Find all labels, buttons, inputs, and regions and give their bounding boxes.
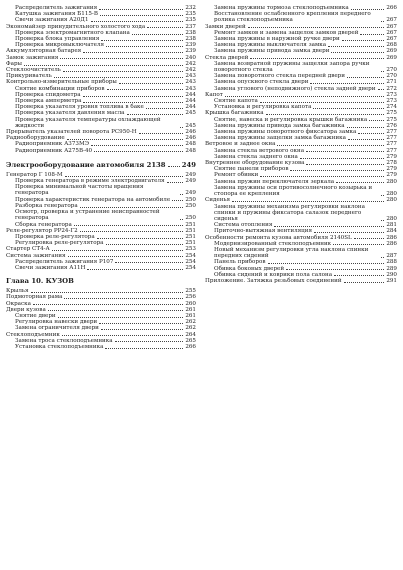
toc-entry-page: 254	[185, 258, 196, 265]
dot-leader	[115, 341, 184, 342]
dot-leader	[314, 232, 384, 233]
dot-leader	[381, 21, 384, 22]
toc-entry-title: Замки дверей	[205, 23, 246, 30]
dot-leader	[48, 310, 184, 311]
toc-entry-page: 244	[185, 91, 196, 98]
toc-entry-title: Реле-регулятор РР24-Г2	[6, 227, 78, 234]
toc-entry-page: 281	[386, 222, 397, 229]
toc-entry-title: Прикуриватель	[6, 73, 52, 80]
toc-entry-title: Окраска	[6, 300, 31, 307]
dot-leader	[52, 250, 184, 251]
toc-entry-page: 288	[386, 259, 397, 266]
toc-entry-page: 244	[185, 104, 196, 111]
toc-entry-title: Панель приборов	[214, 259, 266, 266]
dot-leader	[260, 102, 385, 103]
toc-entry-page: 256	[185, 294, 196, 301]
toc-entry-title: Разборка генератора	[15, 202, 78, 209]
toc-entry-page: 254	[185, 264, 196, 271]
dot-leader	[167, 182, 184, 183]
toc-entry-title: Регулировка навески двери	[15, 319, 98, 326]
dot-leader	[106, 244, 184, 245]
toc-entry-page: 251	[185, 227, 196, 234]
toc-entry-title: Замена пружины механизма регулировки наклона спинки и пружины фиксатора салазок переднего сиденья	[214, 203, 365, 222]
toc-entry-title: Радиоприемник А275В-40	[15, 147, 93, 154]
toc-entry-title: Приложение. Затяжка резьбовых соединений	[205, 277, 342, 284]
dot-leader	[260, 176, 384, 177]
toc-entry-page: 260	[185, 300, 196, 307]
toc-entry-title: Замена стекла ветрового окна	[214, 147, 305, 154]
toc-entry-title: Радиооборудование	[6, 135, 65, 142]
dot-leader	[358, 133, 384, 134]
dot-leader	[60, 58, 183, 59]
toc-entry-page: 276	[386, 122, 397, 129]
dot-leader	[83, 52, 183, 53]
dot-leader	[105, 348, 183, 349]
toc-entry-title: Ветровое и заднее окна	[205, 141, 276, 148]
toc-entry-title: Замена поворотного стекла передней двери	[214, 73, 345, 80]
toc-entry-title: Капот	[205, 91, 223, 98]
dot-leader	[97, 238, 184, 239]
dot-leader	[266, 114, 385, 115]
toc-entry-page: 277	[386, 129, 397, 136]
toc-entry	[205, 278, 397, 284]
dot-leader	[94, 151, 183, 152]
dot-leader	[250, 58, 384, 59]
dot-leader	[331, 52, 384, 53]
toc-entry-title: Снятие капота	[214, 98, 258, 105]
dot-leader	[127, 114, 184, 115]
toc-entry-page: 262	[185, 319, 196, 326]
toc-entry-page: 237	[185, 23, 196, 30]
toc-entry-title: Крылья	[6, 288, 29, 295]
dot-leader	[54, 77, 184, 78]
toc-right-column	[205, 5, 397, 284]
toc-entry-title: Внутреннее оборудование кузова	[205, 160, 305, 167]
toc-entry-page: 243	[185, 73, 196, 80]
toc-entry-title: Проверка указателя уровня топлива в баке	[15, 104, 144, 111]
toc-entry-page: 262	[185, 325, 196, 332]
toc-entry	[205, 61, 397, 73]
dot-leader	[354, 238, 385, 239]
toc-entry-title: Проверка реле-регулятора	[15, 233, 95, 240]
toc-entry-page: 269	[386, 54, 397, 61]
dot-leader	[58, 317, 184, 318]
toc-entry	[6, 344, 196, 350]
toc-entry-title: Установка стеклоподъемника	[15, 343, 104, 350]
dot-leader	[74, 225, 184, 226]
dot-leader	[33, 304, 183, 305]
toc-entry-title: Система зажигания	[6, 252, 66, 259]
toc-entry-page: 284	[386, 228, 397, 235]
dot-leader	[31, 292, 184, 293]
dot-leader	[277, 145, 384, 146]
dot-leader	[80, 231, 184, 232]
dot-leader	[139, 133, 184, 134]
toc-entry-title: Проверка минимальной частоты вращения генератора	[15, 184, 144, 197]
toc-entry-page: 267	[386, 17, 397, 24]
toc-entry-title: Установка и регулировка капота	[214, 104, 312, 111]
dot-leader	[147, 27, 183, 28]
dot-leader	[64, 298, 183, 299]
toc-entry-title: Модернизированный стеклоподъемник	[214, 240, 332, 247]
dot-leader	[119, 83, 183, 84]
toc-entry-page: 278	[386, 160, 397, 167]
toc-entry-page: 275	[386, 110, 397, 117]
toc-entry-title: Ремонт замков и замена защелок замков дверей	[214, 29, 359, 36]
dot-leader	[180, 127, 183, 128]
toc-entry-title: Замена углового (неподвижного) стекла задней двери	[214, 85, 376, 92]
toc-entry-title: Проверка спидометра	[15, 91, 81, 98]
toc-entry-title: Замена ограничителя двери	[15, 325, 99, 332]
toc-entry-page: 280	[386, 191, 397, 198]
dot-leader	[232, 201, 384, 202]
dot-leader	[381, 71, 384, 72]
dot-leader	[333, 244, 384, 245]
dot-leader	[300, 158, 384, 159]
dot-leader	[286, 269, 384, 270]
toc-entry-title: Замена пружины выключателя замка	[214, 42, 327, 49]
toc-entry-title: Двери кузова	[6, 306, 46, 313]
dot-leader	[83, 102, 183, 103]
dot-leader	[99, 9, 183, 10]
dot-leader	[342, 40, 385, 41]
toc-entry-page: 264	[185, 331, 196, 338]
toc-entry-page: 272	[386, 85, 397, 92]
toc-entry-title: Подмоторная рама	[6, 294, 63, 301]
toc-entry-page: 255	[185, 288, 196, 295]
toc-entry-title: Проверка указателя температуры охлаждающей жидкости	[15, 116, 161, 129]
dot-leader	[328, 46, 384, 47]
toc-entry-title: Контрольно-измерительные приборы	[6, 79, 117, 86]
toc-entry-title: Снятие панели приборов	[214, 166, 289, 173]
dot-leader	[87, 269, 183, 270]
toc-entry-page: 273	[386, 98, 397, 105]
toc-entry-page: 267	[386, 36, 397, 43]
dot-leader	[313, 108, 384, 109]
toc-entry-title: Снятие комбинации приборов	[15, 85, 105, 92]
dot-leader	[67, 139, 184, 140]
dot-leader	[180, 194, 183, 195]
dot-leader	[369, 120, 384, 121]
dot-leader	[83, 96, 184, 97]
toc-entry-page: 267	[386, 23, 397, 30]
dot-leader	[107, 89, 184, 90]
toc-entry-page: 280	[386, 215, 397, 222]
toc-entry-page: 286	[386, 240, 397, 247]
toc-entry-title: Замена троса стеклоподъемника	[15, 337, 113, 344]
toc-entry-title: Замена пружины оси противосолнечного козырька и стопора ее крепления	[214, 184, 373, 198]
toc-entry-title: Фары	[6, 60, 23, 67]
dot-leader	[65, 176, 184, 177]
toc-entry-title: Осмотр, проверка и устранение неисправностей генератора	[15, 209, 160, 222]
toc-entry-page: 291	[386, 277, 397, 284]
dot-leader	[115, 262, 183, 263]
toc-entry-page: 250	[185, 215, 196, 222]
toc-entry-page: 270	[386, 73, 397, 80]
toc-entry-page: 232	[185, 5, 196, 11]
toc-entry-title: Стеклоподъемник	[6, 331, 60, 338]
toc-entry-title: Проверка амперметра	[15, 98, 82, 105]
toc-entry-page: 245	[185, 110, 196, 117]
toc-entry-page: 266	[386, 5, 397, 11]
toc-entry-title: Восстановление ослабленного крепления переднего ролика стеклоподъемника	[214, 11, 371, 24]
toc-entry-page: 248	[185, 141, 196, 148]
toc-entry-page: 239	[185, 48, 196, 55]
dot-leader	[100, 15, 183, 16]
toc-entry-page: 277	[386, 135, 397, 142]
toc-entry-page: 250	[185, 196, 196, 203]
toc-entry-title: Замок зажигания	[6, 54, 59, 61]
dot-leader	[351, 9, 385, 10]
dot-leader	[225, 96, 384, 97]
dot-leader	[248, 27, 385, 28]
toc-entry-page: 273	[386, 91, 397, 98]
toc-entry-title: Генератор Г 108-М	[6, 171, 63, 178]
toc-entry-page: 238	[185, 29, 196, 36]
dot-leader	[310, 83, 384, 84]
toc-entry	[205, 247, 397, 259]
toc-entry-page: 250	[185, 202, 196, 209]
toc-entry-page: 238	[185, 36, 196, 43]
toc-entry-page: 248	[185, 147, 196, 154]
toc-entry-title: Свечи зажигания A20Д1	[15, 17, 89, 24]
toc-entry	[205, 11, 397, 23]
toc-entry-page: 251	[185, 221, 196, 228]
toc-entry-title: Сиденья	[205, 197, 231, 204]
toc-entry-title: Замена опускного стекла двери	[214, 79, 309, 86]
toc-entry-title: Проверка генератора в режиме электродвигателя	[15, 178, 165, 185]
dot-leader	[306, 151, 384, 152]
dot-leader	[91, 21, 184, 22]
dot-leader	[381, 220, 384, 221]
toc-entry-title: Распределитель зажигания Р107	[15, 258, 114, 265]
dot-leader	[378, 89, 385, 90]
toc-entry-title: Ремонт обивки	[214, 172, 259, 179]
dot-leader	[146, 108, 183, 109]
dot-leader	[348, 139, 384, 140]
toc-entry-page: 277	[386, 147, 397, 154]
toc-entry-title: Замена стекла заднего окна	[214, 153, 298, 160]
toc-entry-page: 249	[185, 190, 196, 197]
dot-leader	[132, 34, 183, 35]
toc-entry	[205, 204, 397, 223]
toc-entry-page: 245	[185, 122, 196, 129]
chapter-heading: Глава 10. КУЗОВ	[6, 277, 74, 286]
toc-entry-title: Обивка боковых дверей	[214, 265, 285, 272]
dot-leader	[290, 170, 384, 171]
toc-entry-page: 280	[386, 197, 397, 204]
dot-leader	[63, 71, 183, 72]
dot-leader	[99, 323, 183, 324]
toc-entry-title: Снятие двери	[15, 312, 56, 319]
toc-entry	[6, 117, 196, 129]
toc-entry-page: 243	[185, 79, 196, 86]
toc-entry-page: 277	[386, 141, 397, 148]
toc-entry-page: 261	[185, 306, 196, 313]
toc-entry-page: 235	[185, 17, 196, 24]
toc-entry-page: 287	[386, 253, 397, 260]
toc-entry-page: 239	[185, 42, 196, 49]
toc-entry-page: 290	[386, 271, 397, 278]
toc-list-c	[6, 288, 196, 350]
toc-entry-page: 268	[386, 42, 397, 49]
dot-leader	[381, 257, 384, 258]
toc-entry-title: Аккумуляторная батарея	[6, 48, 82, 55]
toc-entry-page: 270	[386, 67, 397, 74]
dot-leader	[360, 34, 384, 35]
toc-entry-title: Катушка зажигания Б115-В	[15, 11, 98, 18]
toc-entry-page: 279	[386, 172, 397, 179]
toc-entry-title: Замена пружины поворотного фиксатора замка	[214, 129, 357, 136]
toc-entry-title: Замена пружин переключателя зеркала	[214, 178, 335, 185]
toc-entry-page: 240	[185, 54, 196, 61]
toc-entry	[205, 86, 397, 92]
toc-entry-page: 275	[386, 116, 397, 123]
toc-entry-title: Замена возвратной пружины защелки запора ручки поворотного стекла	[214, 60, 370, 74]
toc-entry-page: 271	[386, 79, 397, 86]
toc-entry-page: 267	[386, 29, 397, 36]
toc-entry-title: Прерыватель указателей поворота РС950-Н	[6, 129, 137, 136]
toc-entry-title: Замена пружины тормоза стеклоподъемника	[214, 5, 349, 11]
toc-entry-title: Замена пружины привода замка багажника	[214, 122, 345, 129]
dot-leader	[91, 145, 183, 146]
dot-leader	[106, 46, 183, 47]
toc-entry-title: Проверка электромагнитного клапана	[15, 29, 130, 36]
toc-entry-title: Особенности ремонта кузова автомобиля 2140SL	[205, 234, 352, 241]
toc-entry-title: Снятие, навеска и регулировка крышки багажника	[214, 116, 368, 123]
toc-entry-page: 242	[185, 60, 196, 67]
toc-entry	[6, 148, 196, 154]
dot-leader	[381, 195, 384, 196]
toc-left-column	[6, 5, 196, 350]
toc-entry-title: Замена пружины в наружной ручке двери	[214, 36, 340, 43]
toc-entry-title: Радиоприемник А373МЭ	[15, 141, 89, 148]
toc-entry-page: 249	[185, 178, 196, 185]
dot-leader	[344, 282, 385, 283]
toc-entry-page: 266	[185, 343, 196, 350]
toc-entry-page: 261	[185, 312, 196, 319]
toc-entry-page: 251	[185, 240, 196, 247]
toc-list-a	[6, 5, 196, 154]
toc-entry	[205, 185, 397, 197]
dot-leader	[336, 182, 384, 183]
dot-leader	[306, 164, 384, 165]
toc-entry-title: Стекла дверей	[205, 54, 249, 61]
toc-entry-page: 279	[386, 153, 397, 160]
toc-entry-page: 289	[386, 265, 397, 272]
toc-entry-page: 243	[185, 85, 196, 92]
section-heading: Электрооборудование автомобиля 2138 249	[6, 160, 196, 169]
toc-entry-title: Стеклоочиститель	[6, 67, 61, 74]
toc-entry-title: Проверка характеристик генератора на автомобиле	[15, 196, 171, 203]
dot-leader	[347, 77, 384, 78]
toc-entry-title: Распределитель зажигания	[15, 5, 98, 11]
dot-leader	[268, 263, 385, 264]
toc-entry-page: 279	[386, 166, 397, 173]
toc-entry-title: Крышка багажника	[205, 110, 264, 117]
toc-entry-title: Регулировка реле-регулятора	[15, 240, 104, 247]
toc-entry-page: 254	[185, 252, 196, 259]
toc-entry-title: Свечи зажигания А11Н	[15, 264, 86, 271]
toc-entry	[6, 265, 196, 271]
toc-entry-title: Экономайзер принудительного холостого хода	[6, 23, 146, 30]
toc-entry-page: 286	[386, 234, 397, 241]
toc-entry-title: Проверка микровыключателя	[15, 42, 105, 49]
dot-leader	[347, 127, 385, 128]
toc-entry-title: Приточно-вытяжная вентиляция	[214, 228, 313, 235]
toc-entry-title: Замена пружины защелки замка багажника	[214, 135, 346, 142]
dot-leader	[180, 219, 183, 220]
toc-entry-page: 265	[185, 337, 196, 344]
toc-entry-title: Проверка указателя давления масла	[15, 110, 125, 117]
toc-entry-page: 246	[185, 135, 196, 142]
dot-leader	[334, 275, 384, 276]
toc-entry-page: 244	[185, 98, 196, 105]
dot-leader	[172, 200, 183, 201]
toc-entry-page: 274	[386, 104, 397, 111]
dot-leader	[62, 335, 183, 336]
toc-entry	[6, 209, 196, 221]
toc-list-b	[6, 172, 196, 271]
toc-entry-title: Стартер СТ4-А	[6, 246, 50, 253]
toc-entry	[6, 184, 196, 196]
dot-leader	[80, 207, 184, 208]
dot-leader	[274, 226, 384, 227]
toc-entry-title: Сборка генератора	[15, 221, 72, 228]
dot-leader	[101, 329, 183, 330]
toc-entry-page: 246	[185, 129, 196, 136]
toc-entry-title: Система отопления	[214, 222, 273, 229]
toc-entry-page: 251	[185, 233, 196, 240]
toc-list-right	[205, 5, 397, 284]
toc-entry-page: 249	[185, 171, 196, 178]
toc-entry-page: 269	[386, 48, 397, 55]
dot-leader	[101, 40, 183, 41]
toc-entry-title: Проверка блока управления	[15, 36, 100, 43]
toc-entry-page: 253	[185, 246, 196, 253]
toc-entry-title: Замена пружины привода замка двери	[214, 48, 330, 55]
toc-entry-title: Новый механизм регулировки угла наклона спинки передних сидений	[214, 246, 369, 260]
toc-entry-page: 235	[185, 11, 196, 18]
toc-entry-page: 280	[386, 178, 397, 185]
toc-entry-page: 242	[185, 67, 196, 74]
dot-leader	[24, 65, 183, 66]
toc-entry-title: Обивка сидений и коврики пола салона	[214, 271, 333, 278]
dot-leader	[68, 256, 184, 257]
